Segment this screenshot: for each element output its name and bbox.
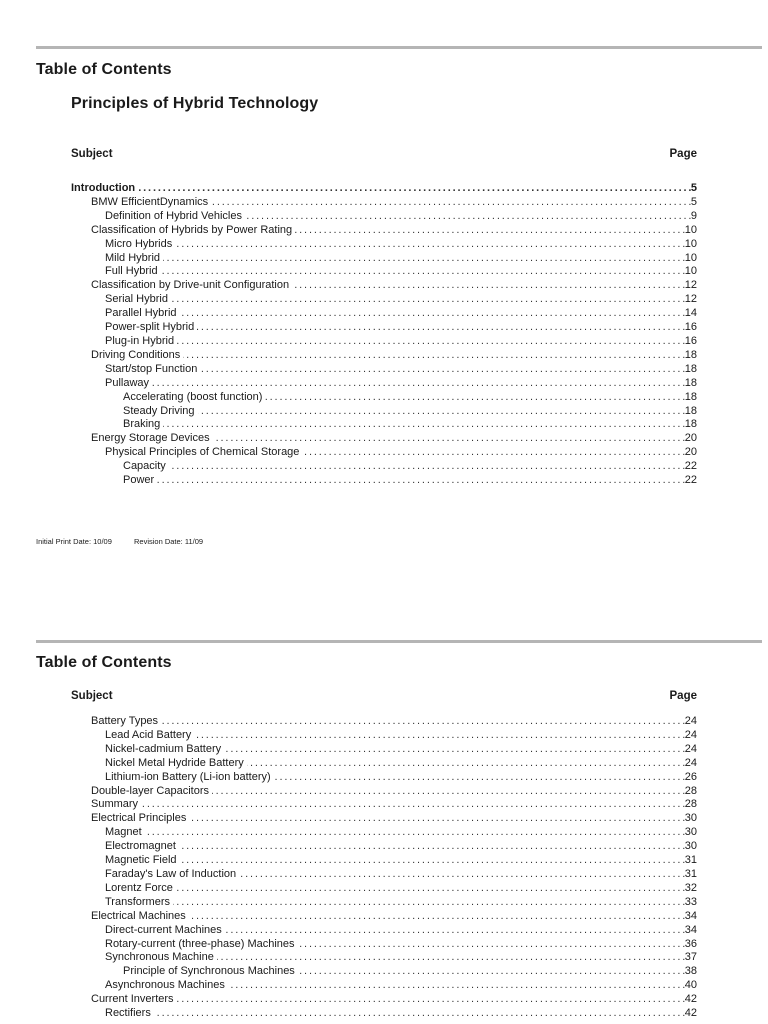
toc-entry[interactable] (0, 840, 768, 854)
toc-entry-title: Faraday's Law of Induction (105, 868, 239, 882)
toc-entry-page-number: 24 (684, 715, 697, 727)
toc-entry-page-number: 30 (684, 812, 697, 825)
toc-entry-page-number: 10 (684, 265, 697, 278)
toc-dot-leader (169, 460, 685, 474)
document-title: Principles of Hybrid Technology (71, 95, 319, 112)
toc-entry-page-number: 10 (684, 223, 697, 236)
toc-entry-page-number: 30 (684, 840, 697, 853)
toc-entry[interactable] (0, 460, 768, 474)
toc-entry-title: Nickel Metal Hydride Battery (105, 757, 247, 771)
toc-entry[interactable] (0, 798, 768, 812)
toc-dot-leader (189, 910, 685, 924)
toc-entry-title: Energy Storage Devices (91, 432, 213, 446)
toc-entry[interactable] (0, 265, 768, 279)
toc-entry[interactable] (0, 210, 768, 224)
toc-dot-leader (177, 993, 685, 1007)
toc-entry-page-number: 22 (684, 460, 697, 473)
revision-date: Revision Date: 11/09 (133, 537, 204, 546)
toc-entry[interactable] (0, 715, 768, 729)
toc-dot-leader (292, 279, 685, 293)
toc-page-2 (0, 600, 768, 1024)
toc-dot-leader (212, 785, 685, 799)
toc-dot-leader (302, 446, 684, 460)
toc-entry-title: Mild Hybrid (105, 252, 163, 266)
toc-entry-page-number: 18 (684, 390, 697, 403)
toc-entry-page-number: 18 (684, 376, 697, 389)
toc-entry[interactable] (0, 432, 768, 446)
toc-dot-leader (152, 377, 685, 391)
toc-entry-page-number: 26 (684, 770, 697, 783)
toc-dot-leader (175, 238, 685, 252)
toc-entry-title: Braking (123, 418, 163, 432)
toc-entry[interactable] (0, 377, 768, 391)
toc-entry-title: Power (123, 474, 157, 488)
toc-dot-leader (197, 321, 685, 335)
top-divider (36, 640, 762, 643)
toc-entry-title: Definition of Hybrid Vehicles (105, 210, 245, 224)
toc-entry-page-number: 24 (684, 756, 697, 769)
toc-entry[interactable] (0, 757, 768, 771)
toc-dot-leader (179, 840, 685, 854)
toc-dot-leader (171, 293, 685, 307)
footer-dates (36, 537, 203, 546)
toc-entry-page-number: 22 (684, 474, 697, 487)
toc-entry[interactable] (0, 868, 768, 882)
toc-entry-title: Electrical Machines (91, 910, 189, 924)
page-column-header: Page (669, 148, 697, 160)
toc-entry-title: Magnetic Field (105, 854, 180, 868)
toc-dot-leader (200, 363, 684, 377)
toc-heading: Table of Contents (36, 654, 172, 671)
toc-entry-page-number: 28 (684, 784, 697, 797)
toc-entry[interactable] (0, 238, 768, 252)
toc-entry-title: Direct-current Machines (105, 924, 225, 938)
toc-entry-page-number: 5 (690, 182, 697, 194)
toc-dot-leader (180, 854, 685, 868)
toc-entry-title: Plug-in Hybrid (105, 335, 177, 349)
toc-entry-page-number: 30 (684, 826, 697, 839)
toc-entry[interactable] (0, 979, 768, 993)
toc-dot-leader (183, 349, 684, 363)
toc-entry-page-number: 34 (684, 909, 697, 922)
toc-entry-title: Power-split Hybrid (105, 321, 197, 335)
toc-entry[interactable] (0, 252, 768, 266)
toc-dot-leader (154, 1007, 685, 1021)
toc-dot-leader (138, 182, 691, 196)
toc-entry[interactable] (0, 446, 768, 460)
toc-entry[interactable] (0, 391, 768, 405)
toc-entry-title: Lead Acid Battery (105, 729, 194, 743)
toc-entry-title: Rectifiers (105, 1007, 154, 1021)
toc-dot-leader (239, 868, 685, 882)
toc-entry[interactable] (0, 349, 768, 363)
toc-dot-leader (298, 965, 685, 979)
toc-entry-page-number: 38 (684, 965, 697, 978)
toc-entry-page-number: 42 (684, 993, 697, 1006)
toc-entry-title: Nickel-cadmium Battery (105, 743, 224, 757)
toc-entry-page-number: 31 (684, 867, 697, 880)
toc-entry-title: Lorentz Force (105, 882, 176, 896)
toc-entry[interactable] (0, 182, 768, 196)
toc-entry[interactable] (0, 1007, 768, 1021)
toc-entry-title: Electromagnet (105, 840, 179, 854)
toc-entry[interactable] (0, 293, 768, 307)
toc-dot-leader (173, 896, 685, 910)
toc-entry-title: Classification of Hybrids by Power Rating (91, 224, 295, 238)
toc-entry-page-number: 12 (684, 279, 697, 292)
toc-entry-title: Current Inverters (91, 993, 177, 1007)
toc-entry[interactable] (0, 418, 768, 432)
toc-entry-title: Pullaway (105, 377, 152, 391)
toc-entry-title: Transformers (105, 896, 173, 910)
toc-dot-leader (298, 938, 685, 952)
toc-entry-title: Driving Conditions (91, 349, 183, 363)
toc-entry-page-number: 24 (684, 728, 697, 741)
toc-dot-leader (211, 196, 691, 210)
toc-entry[interactable] (0, 279, 768, 293)
toc-entry-title: Start/stop Function (105, 363, 200, 377)
toc-heading: Table of Contents (36, 61, 172, 78)
toc-dot-leader (213, 432, 685, 446)
toc-entry-title: Electrical Principles (91, 812, 189, 826)
toc-entry[interactable] (0, 224, 768, 238)
toc-entry-title: Asynchronous Machines (105, 979, 228, 993)
toc-dot-leader (157, 474, 685, 488)
toc-entry-page-number: 33 (684, 895, 697, 908)
toc-entry-page-number: 42 (684, 1007, 697, 1020)
toc-dot-leader (228, 979, 685, 993)
toc-entry-title: Physical Principles of Chemical Storage (105, 446, 302, 460)
toc-dot-leader (245, 210, 691, 224)
toc-dot-leader (198, 405, 685, 419)
toc-entry[interactable] (0, 924, 768, 938)
toc-entry-title: Serial Hybrid (105, 293, 171, 307)
toc-dot-leader (163, 418, 684, 432)
toc-dot-leader (141, 798, 685, 812)
toc-list (0, 715, 768, 1021)
toc-entry-title: Capacity (123, 460, 169, 474)
toc-entry[interactable] (0, 993, 768, 1007)
toc-entry-title: Double-layer Capacitors (91, 785, 212, 799)
toc-entry-page-number: 14 (684, 307, 697, 320)
toc-dot-leader (180, 307, 685, 321)
toc-entry-page-number: 24 (684, 742, 697, 755)
toc-entry[interactable] (0, 965, 768, 979)
top-divider (36, 46, 762, 49)
toc-dot-leader (225, 924, 685, 938)
toc-entry-title: Steady Driving (123, 405, 198, 419)
toc-dot-leader (161, 715, 685, 729)
toc-entry[interactable] (0, 474, 768, 488)
toc-entry-page-number: 10 (684, 237, 697, 250)
toc-entry[interactable] (0, 771, 768, 785)
toc-entry[interactable] (0, 951, 768, 965)
toc-entry-page-number: 16 (684, 321, 697, 334)
toc-entry[interactable] (0, 196, 768, 210)
toc-entry-title: Rotary-current (three-phase) Machines (105, 938, 298, 952)
toc-entry[interactable] (0, 910, 768, 924)
toc-entry-title: Battery Types (91, 715, 161, 729)
toc-entry-page-number: 31 (684, 854, 697, 867)
toc-entry[interactable] (0, 882, 768, 896)
toc-dot-leader (163, 252, 685, 266)
toc-entry[interactable] (0, 307, 768, 321)
toc-entry-page-number: 37 (684, 951, 697, 964)
toc-entry-title: Accelerating (boost function) (123, 391, 265, 405)
toc-entry[interactable] (0, 812, 768, 826)
toc-dot-leader (176, 882, 685, 896)
toc-entry-page-number: 18 (684, 362, 697, 375)
toc-entry-page-number: 18 (684, 404, 697, 417)
toc-entry-title: Lithium-ion Battery (Li-ion battery) (105, 771, 274, 785)
subject-column-header: Subject (71, 148, 113, 160)
toc-entry[interactable] (0, 785, 768, 799)
toc-entry-page-number: 20 (684, 446, 697, 459)
toc-entry-title: Summary (91, 798, 141, 812)
toc-entry-page-number: 34 (684, 923, 697, 936)
toc-entry[interactable] (0, 321, 768, 335)
toc-dot-leader (161, 265, 685, 279)
toc-dot-leader (145, 826, 685, 840)
toc-entry-title: Micro Hybrids (105, 238, 175, 252)
subject-column-header: Subject (71, 690, 113, 702)
toc-dot-leader (217, 951, 685, 965)
page-column-header: Page (669, 690, 697, 702)
toc-entry[interactable] (0, 854, 768, 868)
toc-entry-title: BMW EfficientDynamics (91, 196, 211, 210)
toc-list (0, 182, 768, 488)
toc-entry-page-number: 28 (684, 798, 697, 811)
toc-entry-page-number: 10 (684, 251, 697, 264)
toc-entry-page-number: 12 (684, 293, 697, 306)
toc-entry-page-number: 9 (690, 209, 697, 222)
toc-entry-title: Classification by Drive-unit Configuration (91, 279, 292, 293)
toc-entry[interactable] (0, 363, 768, 377)
toc-entry-page-number: 5 (690, 195, 697, 208)
toc-dot-leader (295, 224, 685, 238)
toc-entry[interactable] (0, 826, 768, 840)
toc-dot-leader (189, 812, 684, 826)
toc-dot-leader (224, 743, 685, 757)
toc-dot-leader (194, 729, 685, 743)
toc-entry[interactable] (0, 405, 768, 419)
toc-entry[interactable] (0, 335, 768, 349)
toc-entry-page-number: 18 (684, 348, 697, 361)
toc-entry-page-number: 16 (684, 334, 697, 347)
toc-entry-title: Introduction (71, 182, 138, 196)
toc-entry-page-number: 32 (684, 881, 697, 894)
toc-entry-page-number: 18 (684, 418, 697, 431)
toc-dot-leader (265, 391, 684, 405)
toc-entry-title: Magnet (105, 826, 145, 840)
toc-entry-title: Parallel Hybrid (105, 307, 180, 321)
toc-entry[interactable] (0, 729, 768, 743)
toc-entry[interactable] (0, 743, 768, 757)
toc-entry-title: Synchronous Machine (105, 951, 217, 965)
toc-entry-title: Full Hybrid (105, 265, 161, 279)
toc-entry-title: Principle of Synchronous Machines (123, 965, 298, 979)
toc-entry[interactable] (0, 938, 768, 952)
toc-dot-leader (274, 771, 685, 785)
toc-entry-page-number: 36 (684, 937, 697, 950)
toc-dot-leader (177, 335, 685, 349)
toc-entry-page-number: 20 (684, 432, 697, 445)
toc-entry[interactable] (0, 896, 768, 910)
toc-dot-leader (247, 757, 685, 771)
toc-entry-page-number: 40 (684, 979, 697, 992)
initial-print-date: Initial Print Date: 10/09 (36, 537, 112, 546)
